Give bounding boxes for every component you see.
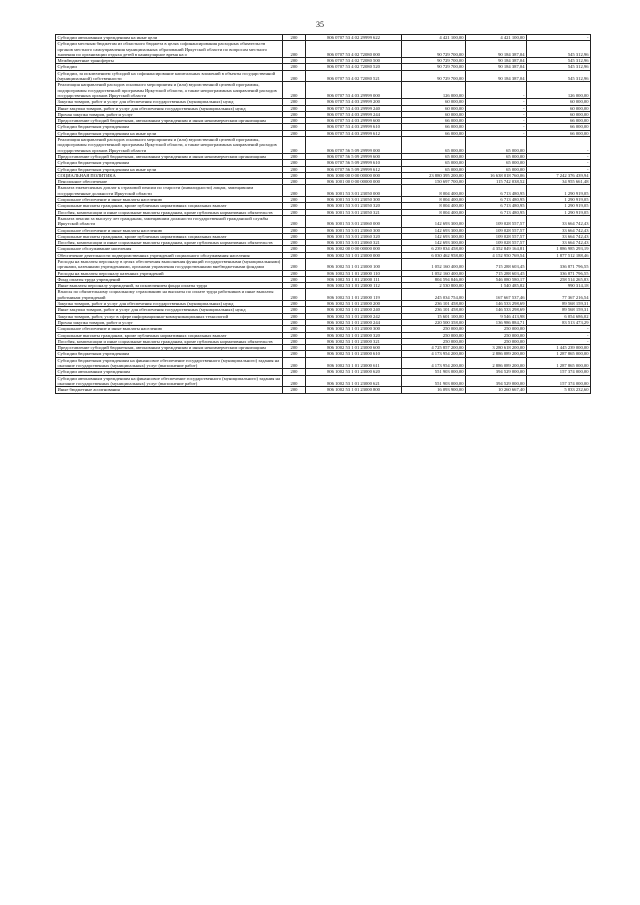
- row-executed: 65 000,00: [466, 166, 527, 172]
- row-approved: 66 000,00: [402, 130, 466, 136]
- row-description: Социальные выплаты гражданам, кроме публичных нормативных социальных выплат: [56, 203, 283, 209]
- row-code: 200: [283, 351, 306, 357]
- row-description: Пособия, компенсации и иные социальные выплаты гражданам, кроме публичных нормативных обязательств: [56, 338, 283, 344]
- row-code: 200: [283, 357, 306, 369]
- row-unexecuted: -: [527, 153, 591, 159]
- row-code: 200: [283, 70, 306, 82]
- row-description: Социальное обеспечение и иные выплаты населению: [56, 227, 283, 233]
- row-description: Субсидии бюджетным учреждениям на финансовое обеспечение государственного (муниципального) задания на оказание государственных (муниципальных) услуг (выполнение работ): [56, 357, 283, 369]
- row-description: Взносы по обязательному социальному страхованию на выплаты по оплате труда работников и иные выплаты работникам учреждений: [56, 289, 283, 301]
- row-executed: 6 713 480,95: [466, 209, 527, 215]
- row-code: 200: [283, 130, 306, 136]
- row-approved: 126 000,00: [402, 82, 466, 99]
- row-executed: 2 886 089 200,00: [466, 351, 527, 357]
- row-code: 200: [283, 105, 306, 111]
- row-executed: -: [466, 105, 527, 111]
- row-budget-classification: 806 1001 53 3 01 23060 320: [306, 233, 402, 239]
- row-approved: 142 693 300,00: [402, 227, 466, 233]
- row-code: 200: [283, 369, 306, 375]
- row-approved: 60 000,00: [402, 111, 466, 117]
- row-unexecuted: 1 290 919,05: [527, 185, 591, 197]
- row-budget-classification: 806 1002 53 1 01 23000 111: [306, 276, 402, 282]
- row-approved: 4 725 857 200,00: [402, 345, 466, 351]
- row-description: Прочая закупка товаров, работ и услуг: [56, 111, 283, 117]
- row-budget-classification: 806 0707 56 5 09 29999 000: [306, 137, 402, 154]
- table-row: [56, 137, 591, 154]
- row-code: 200: [283, 153, 306, 159]
- row-budget-classification: 806 0707 53 4 02 72080 500: [306, 58, 402, 64]
- row-executed: 90 184 387,04: [466, 41, 527, 58]
- row-approved: 90 729 700,00: [402, 70, 466, 82]
- row-budget-classification: 806 1001 53 3 01 23060 300: [306, 227, 402, 233]
- row-code: 200: [283, 124, 306, 130]
- row-description: Иные закупки товаров, работ и услуг для обеспечения государственных (муниципальных) нужд: [56, 307, 283, 313]
- budget-table: [55, 34, 591, 394]
- row-approved: 1 052 160 400,00: [402, 258, 466, 270]
- row-executed: -: [466, 111, 527, 117]
- row-executed: -: [466, 99, 527, 105]
- row-description: Фонд оплаты труда учреждений: [56, 276, 283, 282]
- row-budget-classification: 806 0707 53 4 03 29999 200: [306, 99, 402, 105]
- row-executed: 16 638 018 760,06: [466, 172, 527, 178]
- row-executed: 109 028 557,57: [466, 240, 527, 246]
- row-approved: 8 004 400,00: [402, 197, 466, 203]
- row-unexecuted: 545 312,96: [527, 58, 591, 64]
- row-description: Социальное обеспечение и иные выплаты населению: [56, 326, 283, 332]
- table-row: [56, 215, 591, 227]
- row-budget-classification: 806 0707 53 4 03 29999 600: [306, 118, 402, 124]
- row-unexecuted: 89 568 159,31: [527, 307, 591, 313]
- row-approved: 90 729 700,00: [402, 41, 466, 58]
- row-description: Выплата пенсии за выслугу лет гражданам, замещавшим должности государственной гражданской службы Иркутской области: [56, 215, 283, 227]
- table-row: [56, 375, 591, 387]
- row-description: Закупка товаров, работ и услуг для обеспечения государственных (муниципальных) нужд: [56, 99, 283, 105]
- row-unexecuted: 5 833 232,60: [527, 387, 591, 393]
- row-code: 200: [283, 375, 306, 387]
- table-row: [56, 258, 591, 270]
- row-approved: 551 903 000,00: [402, 369, 466, 375]
- row-description: Субсидии местным бюджетам из областного бюджета в целях софинансирования расходных обязательств органов местного самоуправления муниципальных образований Иркутской области по вопросам местного значения по организации отдыха детей в каникулярное время на о: [56, 41, 283, 58]
- row-budget-classification: 806 1000 00 0 00 00000 000: [306, 172, 402, 178]
- row-approved: 1 052 160 400,00: [402, 270, 466, 276]
- row-unexecuted: 89 568 159,31: [527, 301, 591, 307]
- row-executed: 65 000,00: [466, 160, 527, 166]
- row-budget-classification: 806 1002 53 1 01 23000 200: [306, 301, 402, 307]
- row-description: Субсидии бюджетным учреждениям на иные цели: [56, 166, 283, 172]
- row-approved: 245 034 754,00: [402, 289, 466, 301]
- row-code: 200: [283, 332, 306, 338]
- row-budget-classification: 806 0707 53 4 02 29999 622: [306, 35, 402, 41]
- row-budget-classification: 806 1002 53 1 01 23000 800: [306, 387, 402, 393]
- row-budget-classification: 806 1002 53 1 01 23000 110: [306, 270, 402, 276]
- row-budget-classification: 806 1001 53 3 01 23060 321: [306, 240, 402, 246]
- row-executed: 65 000,00: [466, 153, 527, 159]
- row-description: Расходы на выплаты персоналу казенных учреждений: [56, 270, 283, 276]
- row-approved: 90 729 700,00: [402, 58, 466, 64]
- row-description: Социальные выплаты гражданам, кроме публичных нормативных социальных выплат: [56, 233, 283, 239]
- row-description: Пособия, компенсации и иные социальные выплаты гражданам, кроме публичных нормативных обязательств: [56, 209, 283, 215]
- row-executed: 250 000,00: [466, 326, 527, 332]
- row-budget-classification: 806 1001 53 3 01 23050 320: [306, 203, 402, 209]
- row-code: 200: [283, 227, 306, 233]
- row-approved: 250 000,00: [402, 332, 466, 338]
- row-executed: 546 080 580,17: [466, 276, 527, 282]
- row-executed: 2 886 089 200,00: [466, 357, 527, 369]
- row-unexecuted: 66 000,00: [527, 118, 591, 124]
- row-code: 200: [283, 233, 306, 239]
- row-code: 200: [283, 172, 306, 178]
- row-budget-classification: 806 1002 53 1 01 23000 112: [306, 283, 402, 289]
- row-executed: -: [466, 124, 527, 130]
- row-executed: 146 533 298,69: [466, 301, 527, 307]
- page-number: 35: [316, 20, 324, 29]
- row-executed: 65 000,00: [466, 137, 527, 154]
- row-code: 200: [283, 283, 306, 289]
- row-description: Предоставление субсидий бюджетным, автономным учреждениям и иным некоммерческим организациям: [56, 118, 283, 124]
- row-description: Предоставление субсидий бюджетным, автономным учреждениям и иным некоммерческим организациям: [56, 153, 283, 159]
- row-description: Закупка товаров, работ, услуг в сфере информационно-коммуникационных технологий: [56, 313, 283, 319]
- row-code: 200: [283, 276, 306, 282]
- row-executed: 1 540 485,82: [466, 283, 527, 289]
- row-unexecuted: 990 314,18: [527, 283, 591, 289]
- row-description: Иные бюджетные ассигнования: [56, 387, 283, 393]
- row-executed: 4 152 950 769,54: [466, 252, 527, 258]
- row-executed: 136 986 884,71: [466, 319, 527, 325]
- row-executed: 90 184 387,04: [466, 64, 527, 70]
- table-row: [56, 82, 591, 99]
- row-code: 200: [283, 313, 306, 319]
- row-unexecuted: 33 664 742,43: [527, 233, 591, 239]
- row-budget-classification: 806 0707 53 4 03 29999 000: [306, 82, 402, 99]
- table-row: [56, 41, 591, 58]
- table-row: [56, 70, 591, 82]
- row-code: 200: [283, 301, 306, 307]
- row-unexecuted: -: [527, 326, 591, 332]
- row-description: Иные выплаты персоналу учреждений, за исключением фонда оплаты труда: [56, 283, 283, 289]
- row-executed: 250 000,00: [466, 338, 527, 344]
- row-executed: 394 529 000,00: [466, 369, 527, 375]
- row-description: Реализация направлений расходов основного мероприятия и (или) ведомственной целевой программы, подпрограммы государственной программы Иркутской области, а также непрограммных направлений расходов государственных органов Иркутской области: [56, 137, 283, 154]
- row-approved: 250 000,00: [402, 326, 466, 332]
- row-executed: 6 713 480,95: [466, 203, 527, 209]
- row-approved: 220 500 358,00: [402, 319, 466, 325]
- row-code: 200: [283, 99, 306, 105]
- row-executed: 394 529 000,00: [466, 375, 527, 387]
- row-unexecuted: 34 955 661,48: [527, 179, 591, 185]
- row-description: Социальное обслуживание населения: [56, 246, 283, 252]
- row-code: 200: [283, 35, 306, 41]
- row-unexecuted: -: [527, 35, 591, 41]
- row-approved: 150 697 700,00: [402, 179, 466, 185]
- row-approved: 804 594 846,00: [402, 276, 466, 282]
- row-budget-classification: 806 1002 53 1 01 23000 119: [306, 289, 402, 301]
- row-approved: 66 000,00: [402, 118, 466, 124]
- row-executed: 4 352 849 164,81: [466, 246, 527, 252]
- row-unexecuted: 336 871 796,55: [527, 258, 591, 270]
- row-unexecuted: -: [527, 160, 591, 166]
- row-executed: 90 184 387,04: [466, 58, 527, 64]
- row-unexecuted: -: [527, 338, 591, 344]
- row-executed: -: [466, 118, 527, 124]
- row-approved: 66 000,00: [402, 124, 466, 130]
- row-executed: 4 421 100,00: [466, 35, 527, 41]
- row-budget-classification: 806 1002 53 1 01 23000 000: [306, 252, 402, 258]
- row-description: Социальные выплаты гражданам, кроме публичных нормативных социальных выплат: [56, 332, 283, 338]
- row-unexecuted: 126 000,00: [527, 82, 591, 99]
- row-approved: 2 530 800,00: [402, 283, 466, 289]
- row-budget-classification: 806 0707 56 5 09 29999 610: [306, 160, 402, 166]
- row-approved: 4 173 954 200,00: [402, 351, 466, 357]
- row-budget-classification: 806 1002 53 1 01 23000 610: [306, 351, 402, 357]
- row-unexecuted: 545 312,96: [527, 64, 591, 70]
- row-code: 200: [283, 64, 306, 70]
- row-code: 200: [283, 166, 306, 172]
- table-row: [56, 185, 591, 197]
- row-description: Реализация направлений расходов основного мероприятия и (или) ведомственной целевой программы, подпрограммы государственной программы Иркутской области, а также непрограммных направлений расходов государственных органов Иркутской области: [56, 82, 283, 99]
- row-code: 200: [283, 252, 306, 258]
- row-unexecuted: -: [527, 332, 591, 338]
- row-executed: 715 288 603,45: [466, 258, 527, 270]
- row-unexecuted: -: [527, 137, 591, 154]
- row-approved: 90 729 700,00: [402, 64, 466, 70]
- row-executed: 146 533 298,69: [466, 307, 527, 313]
- row-budget-classification: 806 0707 53 4 02 72080 000: [306, 41, 402, 58]
- row-code: 200: [283, 215, 306, 227]
- row-unexecuted: 33 664 742,43: [527, 215, 591, 227]
- row-approved: 236 101 458,00: [402, 307, 466, 313]
- row-budget-classification: 806 0707 53 4 03 29999 610: [306, 124, 402, 130]
- row-budget-classification: 806 1002 53 1 01 23000 611: [306, 357, 402, 369]
- row-executed: 10 260 667,40: [466, 387, 527, 393]
- row-description: Прочая закупка товаров, работ и услуг: [56, 319, 283, 325]
- table-row: [56, 357, 591, 369]
- row-code: 200: [283, 160, 306, 166]
- row-budget-classification: 806 1002 53 1 01 23000 244: [306, 319, 402, 325]
- row-budget-classification: 806 1002 53 1 01 23000 300: [306, 326, 402, 332]
- row-executed: 109 028 557,57: [466, 233, 527, 239]
- row-code: 200: [283, 118, 306, 124]
- row-description: СОЦИАЛЬНАЯ ПОЛИТИКА: [56, 172, 283, 178]
- row-approved: 65 000,00: [402, 166, 466, 172]
- row-executed: 715 288 603,45: [466, 270, 527, 276]
- row-budget-classification: 806 1002 53 1 01 23000 242: [306, 313, 402, 319]
- row-approved: 60 000,00: [402, 105, 466, 111]
- row-code: 200: [283, 209, 306, 215]
- row-approved: 60 000,00: [402, 99, 466, 105]
- row-description: Социальное обеспечение и иные выплаты населению: [56, 197, 283, 203]
- row-code: 200: [283, 387, 306, 393]
- row-approved: 142 693 300,00: [402, 240, 466, 246]
- row-approved: 23 880 395 200,00: [402, 172, 466, 178]
- row-budget-classification: 806 0707 56 5 09 29999 612: [306, 166, 402, 172]
- row-unexecuted: 1 290 919,05: [527, 197, 591, 203]
- row-description: Расходы на выплаты персоналу в целях обеспечения выполнения функций государственными (муниципальными) органами, казенными учреждениями, органами управления государственными внебюджетными фондами: [56, 258, 283, 270]
- row-budget-classification: 806 1002 53 1 01 23000 100: [306, 258, 402, 270]
- row-unexecuted: 60 000,00: [527, 111, 591, 117]
- row-budget-classification: 806 1002 53 1 01 23000 620: [306, 369, 402, 375]
- row-unexecuted: -: [527, 166, 591, 172]
- row-description: Субсидии бюджетным учреждениям: [56, 351, 283, 357]
- row-executed: 9 546 413,98: [466, 313, 527, 319]
- row-unexecuted: 60 000,00: [527, 105, 591, 111]
- row-executed: -: [466, 130, 527, 136]
- row-budget-classification: 806 1001 53 3 01 23060 000: [306, 215, 402, 227]
- table-row: [56, 289, 591, 301]
- row-approved: 142 693 300,00: [402, 233, 466, 239]
- row-code: 200: [283, 246, 306, 252]
- row-code: 200: [283, 326, 306, 332]
- table-row: [56, 387, 591, 393]
- row-approved: 4 421 100,00: [402, 35, 466, 41]
- row-unexecuted: 336 871 796,55: [527, 270, 591, 276]
- row-budget-classification: 806 1002 53 1 01 23000 320: [306, 332, 402, 338]
- row-code: 200: [283, 137, 306, 154]
- row-description: Пенсионное обеспечение: [56, 179, 283, 185]
- row-code: 200: [283, 289, 306, 301]
- row-description: Субсидии автономным учреждениям на финансовое обеспечение государственного (муниципального) задания на оказание государственных (муниципальных) услуг (выполнение работ): [56, 375, 283, 387]
- row-description: Субсидии, за исключением субсидий на софинансирование капитальных вложений в объекты государственной (муниципальной) собственности: [56, 70, 283, 82]
- row-description: Субсидии автономным учреждениям на иные цели: [56, 35, 283, 41]
- row-description: Межбюджетные трансферты: [56, 58, 283, 64]
- row-code: 200: [283, 338, 306, 344]
- row-unexecuted: 545 312,96: [527, 70, 591, 82]
- row-budget-classification: 806 0707 56 5 09 29999 600: [306, 153, 402, 159]
- row-description: Предоставление субсидий бюджетным, автономным учреждениям и иным некоммерческим организациям: [56, 345, 283, 351]
- row-unexecuted: 66 000,00: [527, 130, 591, 136]
- row-description: Субсидии бюджетным учреждениям: [56, 124, 283, 130]
- row-unexecuted: 1 290 919,05: [527, 209, 591, 215]
- row-budget-classification: 806 1001 53 3 01 23050 300: [306, 197, 402, 203]
- row-approved: 250 000,00: [402, 338, 466, 344]
- row-budget-classification: 806 1002 53 1 01 23000 600: [306, 345, 402, 351]
- row-description: Закупка товаров, работ и услуг для обеспечения государственных (муниципальных) нужд: [56, 301, 283, 307]
- row-unexecuted: 77 367 216,54: [527, 289, 591, 301]
- row-budget-classification: 806 1002 00 0 00 00000 000: [306, 246, 402, 252]
- row-code: 200: [283, 307, 306, 313]
- row-unexecuted: 1 287 865 000,00: [527, 357, 591, 369]
- row-unexecuted: 157 374 000,00: [527, 375, 591, 387]
- row-budget-classification: 806 0707 53 4 03 29999 240: [306, 105, 402, 111]
- row-executed: 6 713 480,95: [466, 185, 527, 197]
- row-description: Субсидии бюджетным учреждениям на иные цели: [56, 130, 283, 136]
- row-approved: 65 000,00: [402, 137, 466, 154]
- row-unexecuted: 1 445 239 000,00: [527, 345, 591, 351]
- row-unexecuted: 258 514 265,83: [527, 276, 591, 282]
- row-description: Субсидии бюджетным учреждениям: [56, 160, 283, 166]
- row-approved: 65 000,00: [402, 160, 466, 166]
- row-approved: 8 004 400,00: [402, 185, 466, 197]
- row-approved: 15 601 100,00: [402, 313, 466, 319]
- row-unexecuted: 83 513 473,29: [527, 319, 591, 325]
- row-code: 200: [283, 203, 306, 209]
- row-code: 200: [283, 345, 306, 351]
- row-code: 200: [283, 41, 306, 58]
- row-budget-classification: 806 1002 53 1 01 23000 621: [306, 375, 402, 387]
- row-executed: 115 742 038,52: [466, 179, 527, 185]
- row-unexecuted: 1 290 919,05: [527, 203, 591, 209]
- row-approved: 16 093 900,00: [402, 387, 466, 393]
- row-budget-classification: 806 0707 53 4 03 29999 612: [306, 130, 402, 136]
- row-unexecuted: 66 000,00: [527, 124, 591, 130]
- row-executed: -: [466, 82, 527, 99]
- row-unexecuted: 33 664 742,43: [527, 240, 591, 246]
- row-executed: 109 028 557,57: [466, 227, 527, 233]
- row-approved: 8 004 400,00: [402, 209, 466, 215]
- row-description: Иные закупки товаров, работ и услуг для обеспечения государственных (муниципальных) нужд: [56, 105, 283, 111]
- row-approved: 4 173 954 200,00: [402, 357, 466, 369]
- row-approved: 236 101 458,00: [402, 301, 466, 307]
- row-code: 200: [283, 58, 306, 64]
- row-unexecuted: 7 242 376 439,94: [527, 172, 591, 178]
- row-unexecuted: 60 000,00: [527, 99, 591, 105]
- row-budget-classification: 806 1001 00 0 00 00000 000: [306, 179, 402, 185]
- row-unexecuted: 6 054 686,02: [527, 313, 591, 319]
- row-code: 200: [283, 111, 306, 117]
- row-code: 200: [283, 82, 306, 99]
- row-approved: 8 004 400,00: [402, 203, 466, 209]
- row-executed: 109 028 557,57: [466, 215, 527, 227]
- row-approved: 65 000,00: [402, 153, 466, 159]
- row-code: 200: [283, 258, 306, 270]
- row-approved: 142 693 300,00: [402, 215, 466, 227]
- row-code: 200: [283, 185, 306, 197]
- row-executed: 167 667 537,46: [466, 289, 527, 301]
- row-budget-classification: 806 1001 53 3 01 23050 000: [306, 185, 402, 197]
- row-executed: 6 713 480,95: [466, 197, 527, 203]
- row-approved: 6 030 462 958,00: [402, 252, 466, 258]
- row-code: 200: [283, 197, 306, 203]
- row-budget-classification: 806 1002 53 1 01 23000 240: [306, 307, 402, 313]
- row-description: Выплата ежемесячных доплат к страховой пенсии по старости (инвалидности) лицам, замещавшим государственные должности Иркутской области: [56, 185, 283, 197]
- row-budget-classification: 806 1002 53 1 01 23000 321: [306, 338, 402, 344]
- row-budget-classification: 806 0707 53 4 02 72080 521: [306, 70, 402, 82]
- row-unexecuted: 1 886 985 293,19: [527, 246, 591, 252]
- row-unexecuted: 545 312,96: [527, 41, 591, 58]
- row-executed: 250 000,00: [466, 332, 527, 338]
- row-approved: 6 239 834 458,00: [402, 246, 466, 252]
- row-description: Субсидии: [56, 64, 283, 70]
- row-budget-classification: 806 0707 53 4 03 29999 244: [306, 111, 402, 117]
- row-description: Пособия, компенсации и иные социальные выплаты гражданам, кроме публичных нормативных обязательств: [56, 240, 283, 246]
- row-description: Обеспечение деятельности подведомственных учреждений социального обслуживания населения: [56, 252, 283, 258]
- row-unexecuted: 1 287 865 000,00: [527, 351, 591, 357]
- row-executed: 3 280 618 200,00: [466, 345, 527, 351]
- row-unexecuted: 1 877 512 188,46: [527, 252, 591, 258]
- row-description: Субсидии автономным учреждениям: [56, 369, 283, 375]
- row-budget-classification: 806 1001 53 3 01 23050 321: [306, 209, 402, 215]
- row-executed: 90 184 387,04: [466, 70, 527, 82]
- row-code: 200: [283, 179, 306, 185]
- row-unexecuted: 157 374 000,00: [527, 369, 591, 375]
- row-code: 200: [283, 240, 306, 246]
- row-budget-classification: 806 0707 53 4 02 72080 520: [306, 64, 402, 70]
- row-code: 200: [283, 270, 306, 276]
- row-unexecuted: 33 664 742,43: [527, 227, 591, 233]
- row-approved: 551 903 000,00: [402, 375, 466, 387]
- row-code: 200: [283, 319, 306, 325]
